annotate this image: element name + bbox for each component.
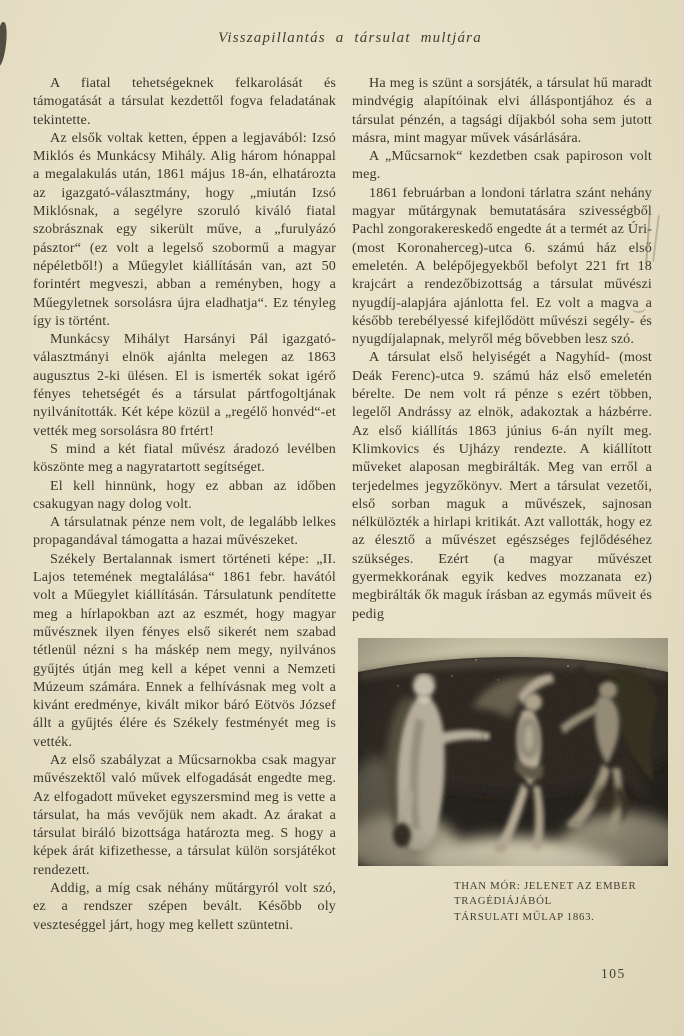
paragraph: A „Műcsarnok“ kezdetben csak papiroson volt meg. bbox=[352, 148, 652, 183]
paragraph: S mind a két fiatal művész áradozó levélben köszönte meg a nagyratartott segítséget. bbox=[33, 440, 336, 476]
page-number: 105 bbox=[601, 966, 626, 981]
caption-line: THAN MÓR: JELENET AZ EMBER bbox=[454, 879, 637, 892]
caption-line: TRAGÉDIÁJÁBÓL bbox=[454, 895, 552, 908]
running-head-title: Visszapillantás a társulat multjára bbox=[218, 30, 482, 46]
paragraph: El kell hinnünk, hogy ez abban az időben csakugyan nagy dolog volt. bbox=[33, 477, 336, 512]
paragraph: A társulatnak pénze nem volt, de legalább lelkes propagandával támogatta a hazai művészeket. bbox=[33, 514, 336, 549]
paragraph: Addig, a míg csak néhány műtárgyról volt szó, ez a rendszer szépen bevált. Később oly veszteséggel járt, hogy meg kellett szüntetni. bbox=[33, 880, 336, 933]
scan-smudge bbox=[0, 22, 9, 67]
paragraph: A társulat első helyiségét a Nagyhíd- (most Deák Ferenc)-utca 9. számú ház első emeletén bérelte. De nem volt rá pénze s ezért többen, legelől Andrássy az elnök, adakoztak a házbérre. Az első kiállítás 1863 június 6-án nyílt meg. Klimkovics és Ujházy rendezte. A kiállított műveket alaposan megbirálták. Meg van erről a terjedelmes jegyzőkönyv. Mert a társulat vezetői, első sorban maguk a művészek, sajnosan nélkülözték a hirlapi kritikát. Azt vallották, hogy ez az élesztő a művészet egészséges fejlődéséhez szükséges. Ezért (a magyar művészet gyermekkorának egyik kedves mozzanata ez) megbirálták ők maguk írásban az egymás műveit és pedig bbox=[352, 349, 652, 622]
pencil-mark bbox=[652, 215, 660, 262]
paragraph: Ha meg is szünt a sorsjáték, a társulat hű maradt mindvégig alapítóinak elvi álláspontjához és a társulat pénzén, a tagsági díjakból soha sem jutott másra, mint magyar művek vásárlására. bbox=[352, 75, 652, 146]
left-column bbox=[33, 74, 336, 934]
right-column bbox=[352, 74, 652, 925]
paragraph: Munkácsy Mihályt Harsányi Pál igazgató-választmányi elnök ajánlta melegen az 1863 augusztus 2-ki ülésen. El is ismerték sokat igérő fényes tehetségét és a társulat pártfogoltjának nyilvánították. Két képe közül a „regélő honvéd“-et vették meg sorsolásra 80 frtért! bbox=[33, 331, 336, 439]
painting-image bbox=[358, 638, 668, 866]
paragraph: A fiatal tehetségeknek felkarolását és támogatását a társulat kezdettől fogva feladatának tekintette. bbox=[33, 75, 336, 128]
paragraph: Az első szabályzat a Műcsarnokba csak magyar művészektől való művek elfogadását engedte meg. Az elfogadott műveket egyszersmind meg is vette a társulat, ha más vevőjük nem akadt. Az árakat a társulat biráló bizottsága határozta meg. S hogy a képek árát kifizethesse, a társulat külön sorsjátékot rendezett. bbox=[33, 751, 336, 878]
plate-figure bbox=[358, 638, 668, 926]
paragraph: 1861 februárban a londoni tárlatra szánt nehány magyar műtárgynak bemutatására szivességből Pachl zongorakereskedő engedte át a termét az Úri- (most Koronaherceg)-utca 6. számú ház első emeletén. A belépőjegyekből befolyt 221 frt 18 krajcárt a rendezőbizottság a társulat művészi nyugdíj-alapjára ajánlotta fel. Ez volt a magva a később terebélyessé kifejlődött művészi segély- és nyugdíjalapnak, melyről még bővebben lesz szó. bbox=[352, 184, 652, 348]
paragraph: Székely Bertalannak ismert történeti képe: „II. Lajos tetemének megtalálása“ 1861 febr. havától volt a Műegylet kiállításán. Társulatunk pendítette meg a hírlapokban azt az eszmét, hogy magyar művésznek ilyen fényes első sikerét nem szabad tétlenül nézni s ha máskép nem megy, nyilvános gyűjtés útján meg kell a képet venni a Nemzeti Múzeum számára. Ennek a felhívásnak meg volt a kivánt eredménye, kivált mikor báró Eötvös József állt a gyűjtés élére és Székely festményét meg is vették. bbox=[33, 550, 336, 750]
paragraph: Az elsők voltak ketten, éppen a legjavából: Izsó Miklós és Munkácsy Mihály. Alig három hónappal a megalakulás után, 1861 május 18-án, elhatározta az igazgató-választmány, hogy „miután Izsó Miklósnak, a segélyre szoruló kiváló fiatal szobrásznak egy sikerült műve, a „furulyázó pásztor“ (ez volt a legelső szobormű a magyar népéletből!) a Műegylet kiállításán van, azt 50 forintért megveszi, abban a reményben, hogy a Műegyletnek sorsolásra újra eladhatja“. Ez tényleg így is történt. bbox=[33, 129, 336, 329]
figure-caption bbox=[454, 879, 668, 926]
caption-line: TÁRSULATI MŰLAP 1863. bbox=[454, 910, 595, 923]
